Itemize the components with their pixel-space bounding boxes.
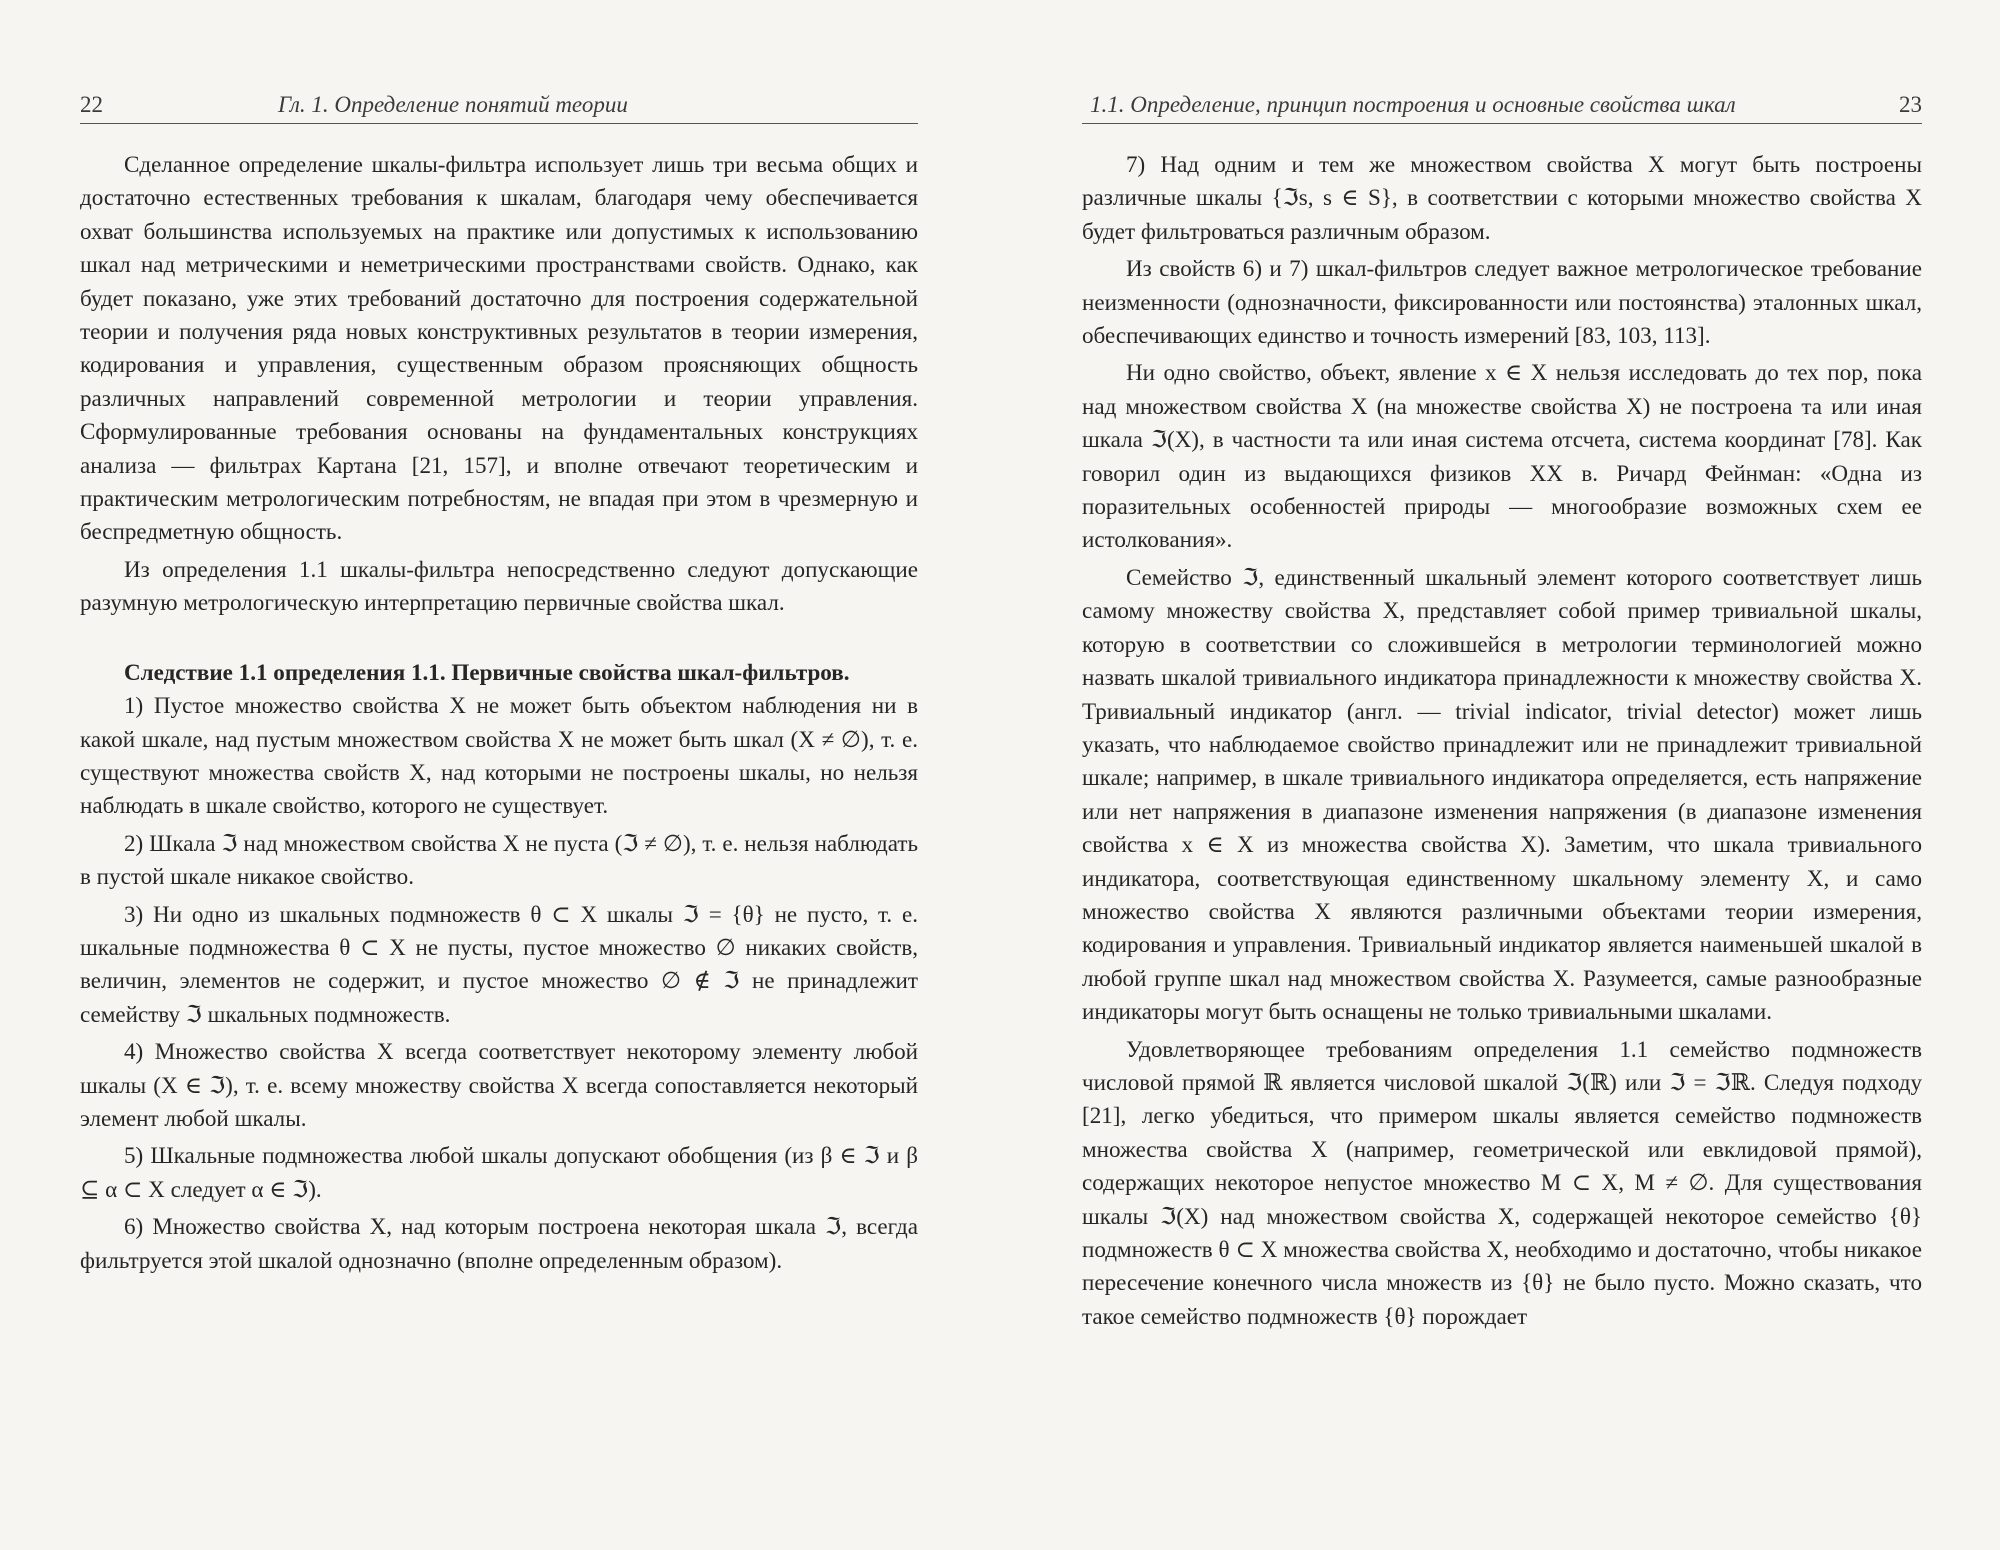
right-page <box>1082 92 1922 1512</box>
list-item: 3) Ни одно из шкальных подмножеств θ ⊂ X шкалы ℑ = {θ} не пусто, т. е. шкальные подмножества θ ⊂ X не пусты, пустое множество ∅ никаких свойств, величин, элементов не содержит, и пустое множество ∅ ∉ ℑ не принадлежит семейству ℑ шкальных подмножеств. <box>80 900 918 1027</box>
paragraph: Из определения 1.1 шкалы-фильтра непосредственно следуют допускающие разумную метрологическую интерпретацию первичные свойства шкал. <box>80 555 918 616</box>
paragraph: Семейство ℑ, единственный шкальный элемент которого соответствует лишь самому множеству свойства X, представляет собой пример тривиальной шкалы, которую в соответствии со сложившейся в метрологии терминологией можно назвать шкалой тривиального индикатора принадлежности к множеству свойства X. Тривиальный индикатор (англ. — trivial indicator, trivial detector) может лишь указать, что наблюдаемое свойство принадлежит или не принадлежит тривиальной шкале; например, в шкале тривиального индикатора определяется, есть напряжение или нет напряжения в диапазоне изменения напряжения (в диапазоне изменения свойства x ∈ X из множества свойства X). Заметим, что шкала тривиального индикатора, соответствующая единственному шкальному элементу X, и само множество свойства X являются различными объектами теории измерения, кодирования и управления. Тривиальный индикатор является наименьшей шкалой в любой группе шкал над множеством свойства X. Разумеется, самые разнообразные индикаторы могут быть оснащены не только тривиальными шкалами. <box>1082 563 1922 1025</box>
corollary-heading: Следствие 1.1 определения 1.1. Первичные свойства шкал-фильтров. <box>124 658 850 685</box>
left-page-number: 22 <box>80 92 103 117</box>
list-item: 5) Шкальные подмножества любой шкалы допускают обобщения (из β ∈ ℑ и β ⊆ α ⊂ X следует α ∈ ℑ). <box>80 1142 918 1202</box>
left-running-title: Гл. 1. Определение понятий теории <box>278 92 628 117</box>
list-item: 6) Множество свойства X, над которым построена некоторая шкала ℑ, всегда фильтруется этой шкалой однозначно (вполне определенным образом). <box>80 1213 918 1273</box>
right-running-title: 1.1. Определение, принцип построения и основные свойства шкал <box>1090 92 1736 117</box>
paragraph: Ни одно свойство, объект, явление x ∈ X нельзя исследовать до тех пор, пока над множеством свойства X (на множестве свойства X) не построена та или иная шкала ℑ(X), в частности та или иная система отсчета, система координат [78]. Как говорил один из выдающихся физиков XX в. Ричард Фейнман: «Одна из поразительных особенностей природы — многообразие возможных схем ее истолкования». <box>1082 359 1922 553</box>
left-body <box>80 148 918 1277</box>
paragraph: Из свойств 6) и 7) шкал-фильтров следует важное метрологическое требование неизменности (однозначности, фиксированности или постоянства) эталонных шкал, обеспечивающих единство и точность измерений [83, 103, 113]. <box>1082 255 1922 349</box>
paragraph: Удовлетворяющее требованиям определения 1.1 семейство подмножеств числовой прямой ℝ является числовой шкалой ℑ(ℝ) или ℑ = ℑℝ. Следуя подходу [21], легко убедиться, что примером шкалы является семейство подмножеств множества свойства X (например, геометрической или евклидовой прямой), содержащих некоторое непустое множество M ⊂ X, M ≠ ∅. Для существования шкалы ℑ(X) над множеством свойства X, содержащей некоторое семейство {θ} подмножеств θ ⊂ X множества свойства X, необходимо и достаточно, чтобы никакое пересечение конечного числа множеств из {θ} не было пусто. Можно сказать, что такое семейство подмножеств {θ} порождает <box>1082 1035 1922 1329</box>
left-running-head <box>80 92 918 124</box>
paragraph: 7) Над одним и тем же множеством свойства X могут быть построены различные шкалы {ℑs, s ∈ S}, в соответствии с которыми множество свойства X будет фильтроваться различным образом. <box>1082 151 1922 244</box>
left-page <box>80 92 918 1512</box>
right-running-head <box>1082 92 1922 124</box>
list-item: 2) Шкала ℑ над множеством свойства X не пуста (ℑ ≠ ∅), т. е. нельзя наблюдать в пустой шкале никакое свойство. <box>80 829 918 890</box>
corollary-section <box>80 656 918 1277</box>
right-body <box>1082 148 1922 1333</box>
list-item: 4) Множество свойства X всегда соответствует некоторому элементу любой шкалы (X ∈ ℑ), т. е. всему множеству свойства X всегда сопоставляется некоторый элемент любой шкалы. <box>80 1038 918 1131</box>
right-page-number: 23 <box>1899 92 1922 117</box>
list-item: 1) Пустое множество свойства X не может быть объектом наблюдения ни в какой шкале, над пустым множеством свойства X не может быть шкал (X ≠ ∅), т. е. существуют множества свойств X, над которыми не построены шкалы, но нельзя наблюдать в шкале свойство, которого не существует. <box>80 692 918 819</box>
paragraph: Сделанное определение шкалы-фильтра использует лишь три весьма общих и достаточно естественных требования к шкалам, благодаря чему обеспечивается охват большинства используемых на практике или допустимых к использованию шкал над метрическими и неметрическими пространствами свойств. Однако, как будет показано, уже этих требований достаточно для построения содержательной теории и получения ряда новых конструктивных результатов в теории измерения, кодирования и управления, существенным образом проясняющих общность различных направлений современной метрологии и теории управления. Сформулированные требования основаны на фундаментальных конструкциях анализа — фильтрах Картана [21, 157], и вполне отвечают теоретическим и практическим метрологическим потребностям, не впадая при этом в чрезмерную и беспредметную общность. <box>80 151 918 545</box>
